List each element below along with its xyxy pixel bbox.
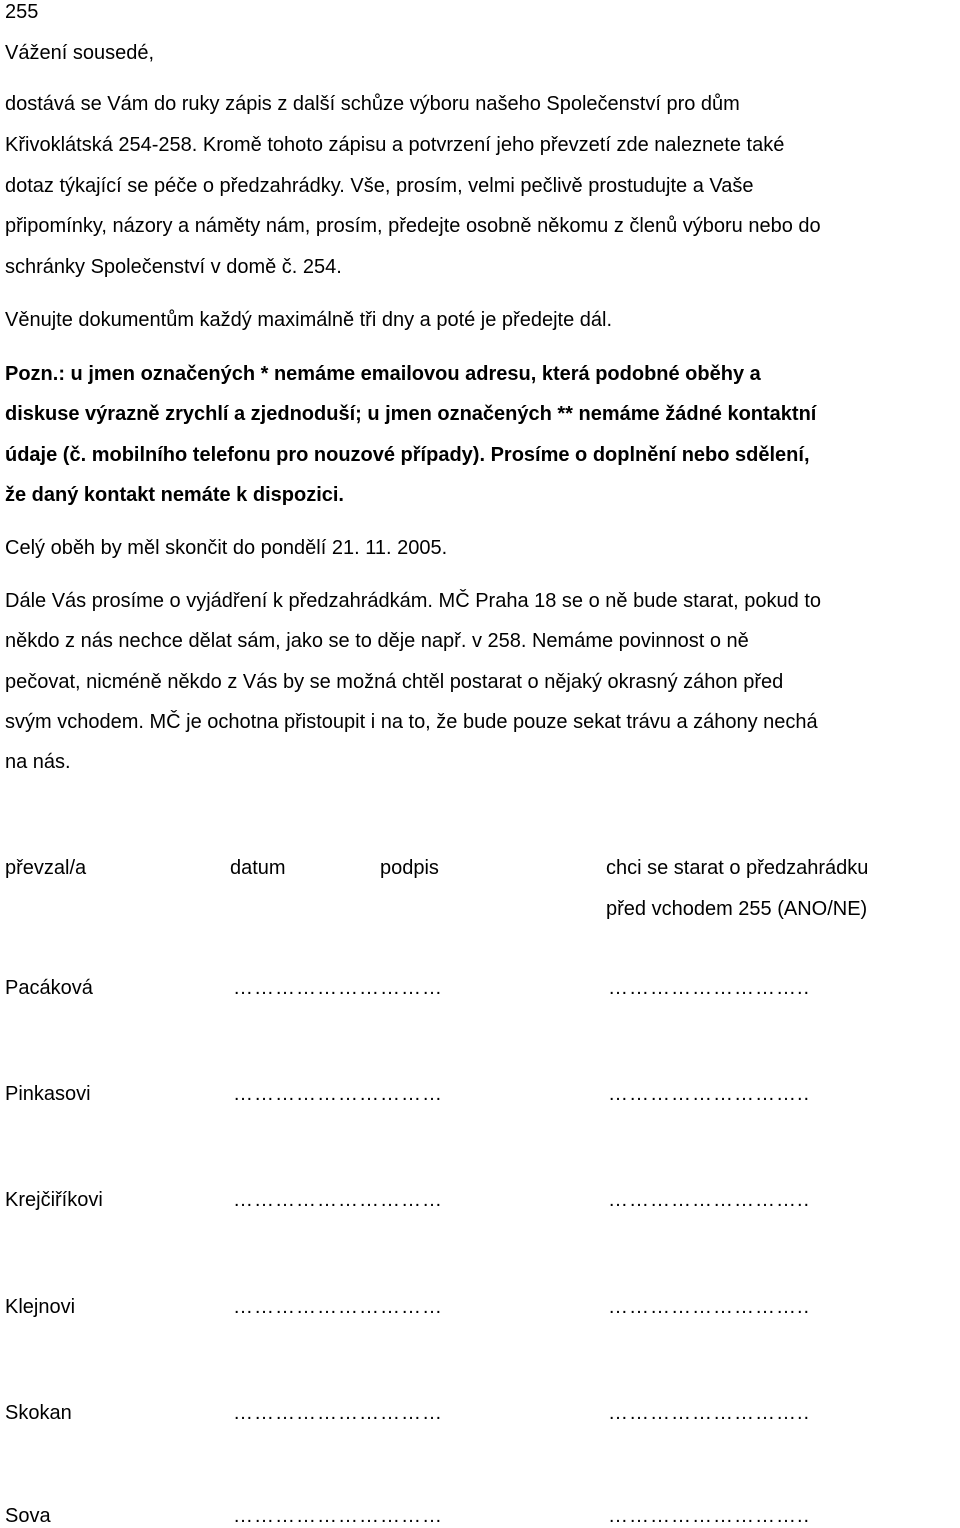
care-blank: ……………………….. xyxy=(608,1402,811,1424)
table-header xyxy=(5,856,955,880)
header-care: chci se starat o předzahrádku xyxy=(606,857,869,879)
intro-line: dostává se Vám do ruky zápis z další schůze výboru našeho Společenství pro dům xyxy=(5,93,740,115)
table-row xyxy=(5,1401,955,1425)
header-signature: podpis xyxy=(380,857,439,879)
intro-line: Křivoklátská 254-258. Kromě tohoto zápisu a potvrzení jeho převzetí zde naleznete také xyxy=(5,134,785,156)
resident-name: Pacáková xyxy=(5,977,93,999)
garden-line: Dále Vás prosíme o vyjádření k předzahrádkám. MČ Praha 18 se o ně bude starat, pokud to xyxy=(5,590,821,612)
signature-blank: ………………………… xyxy=(233,1083,443,1105)
table-row xyxy=(5,1295,955,1319)
garden-line: pečovat, nicméně někdo z Vás by se možná chtěl postarat o nějaký okrasný záhon před xyxy=(5,671,784,693)
greeting: Vážení sousedé, xyxy=(5,42,154,64)
resident-name: Krejčiříkovi xyxy=(5,1189,103,1211)
page-number: 255 xyxy=(5,1,39,23)
signature-blank: ………………………… xyxy=(233,1189,443,1211)
resident-name: Klejnovi xyxy=(5,1296,76,1318)
intro-line: dotaz týkající se péče o předzahrádky. Vše, prosím, velmi pečlivě prostudujte a Vaše xyxy=(5,175,754,197)
care-blank: ……………………….. xyxy=(608,1189,811,1211)
header-care-line2: před vchodem 255 (ANO/NE) xyxy=(606,898,868,920)
note-line: že daný kontakt nemáte k dispozici. xyxy=(5,484,344,506)
care-blank: ……………………….. xyxy=(608,977,811,999)
dedicate-paragraph: Věnujte dokumentům každý maximálně tři dny a poté je předejte dál. xyxy=(5,309,613,331)
resident-name: Sova xyxy=(5,1505,51,1527)
header-date: datum xyxy=(230,857,286,879)
signature-blank: ………………………… xyxy=(233,1402,443,1424)
table-row xyxy=(5,1082,955,1106)
table-row xyxy=(5,1188,955,1212)
garden-line: někdo z nás nechce dělat sám, jako se to děje např. v 258. Nemáme povinnost o ně xyxy=(5,630,749,652)
garden-line: svým vchodem. MČ je ochotna přistoupit i na to, že bude pouze sekat trávu a záhony nechá xyxy=(5,711,818,733)
note-line xyxy=(5,362,761,386)
care-blank: ……………………….. xyxy=(608,1296,811,1318)
note-text: : u jmen označených * nemáme emailovou adresu, která podobné oběhy a xyxy=(58,363,761,385)
note-prefix: Pozn. xyxy=(5,363,59,385)
intro-line: připomínky, názory a náměty nám, prosím, předejte osobně někomu z členů výboru nebo do xyxy=(5,215,821,237)
intro-line: schránky Společenství v domě č. 254. xyxy=(5,256,342,278)
resident-name: Pinkasovi xyxy=(5,1083,91,1105)
table-row xyxy=(5,1504,955,1528)
care-blank: ……………………….. xyxy=(608,1505,811,1527)
note-line: údaje (č. mobilního telefonu pro nouzové případy). Prosíme o doplnění nebo sdělení, xyxy=(5,444,810,466)
table-row xyxy=(5,976,955,1000)
garden-line: na nás. xyxy=(5,751,71,773)
care-blank: ……………………….. xyxy=(608,1083,811,1105)
note-line: diskuse výrazně zrychlí a zjednoduší; u jmen označených ** nemáme žádné kontaktní xyxy=(5,403,817,425)
deadline-paragraph: Celý oběh by měl skončit do pondělí 21. 11. 2005. xyxy=(5,537,448,559)
header-received: převzal/a xyxy=(5,857,87,879)
signature-blank: ………………………… xyxy=(233,1505,443,1527)
table-header-continued xyxy=(5,897,955,921)
signature-blank: ………………………… xyxy=(233,1296,443,1318)
resident-name: Skokan xyxy=(5,1402,72,1424)
signature-blank: ………………………… xyxy=(233,977,443,999)
